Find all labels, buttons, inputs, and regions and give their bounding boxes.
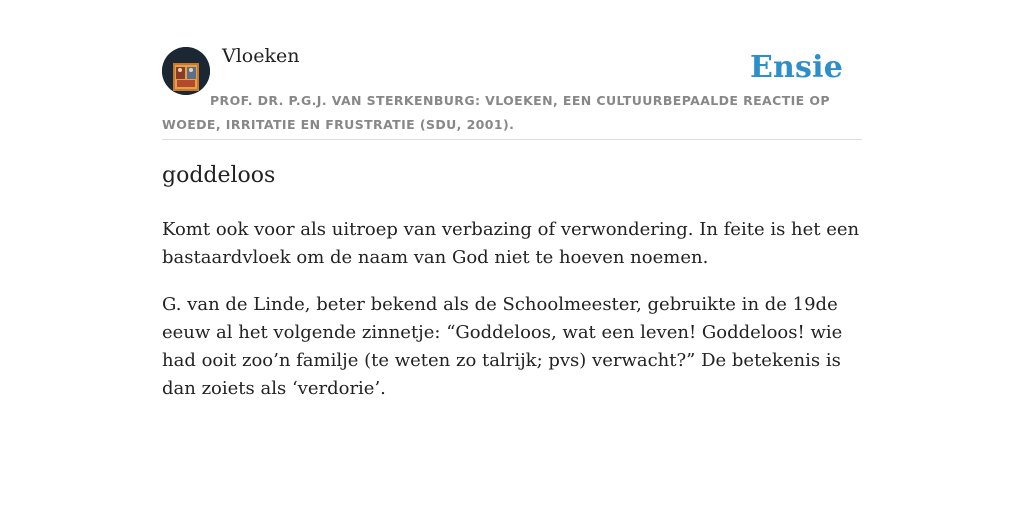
entry-body (162, 216, 862, 422)
collection-title[interactable]: Vloeken (222, 45, 300, 67)
ensie-logo[interactable]: Ensie (749, 50, 843, 85)
entry-card (162, 0, 862, 399)
entry-paragraph: Komt ook voor als uitroep van verbazing of verwondering. In feite is het een bastaardvloek om de naam van God niet te hoeven noemen. (162, 219, 860, 268)
entry-header (162, 0, 862, 140)
entry-paragraph: G. van de Linde, beter bekend als de Schoolmeester, gebruikte in de 19de eeuw al het volgende zinnetje: “Goddeloos, wat een leven! Goddeloos! wie had ooit zoo’n familje (te weten zo talrijk; pvs) verwacht?” De betekenis is dan zoiets als ‘verdorie’. (162, 294, 843, 399)
collection-avatar[interactable] (162, 47, 210, 95)
entry-term: goddeloos (162, 163, 276, 188)
source-citation: PROF. DR. P.G.J. VAN STERKENBURG: VLOEKEN, EEN CULTUURBEPAALDE REACTIE OP WOEDE, IRRITATIE EN FRUSTRATIE (SDU, 2001). (162, 93, 830, 132)
book-cover-icon (162, 47, 210, 95)
